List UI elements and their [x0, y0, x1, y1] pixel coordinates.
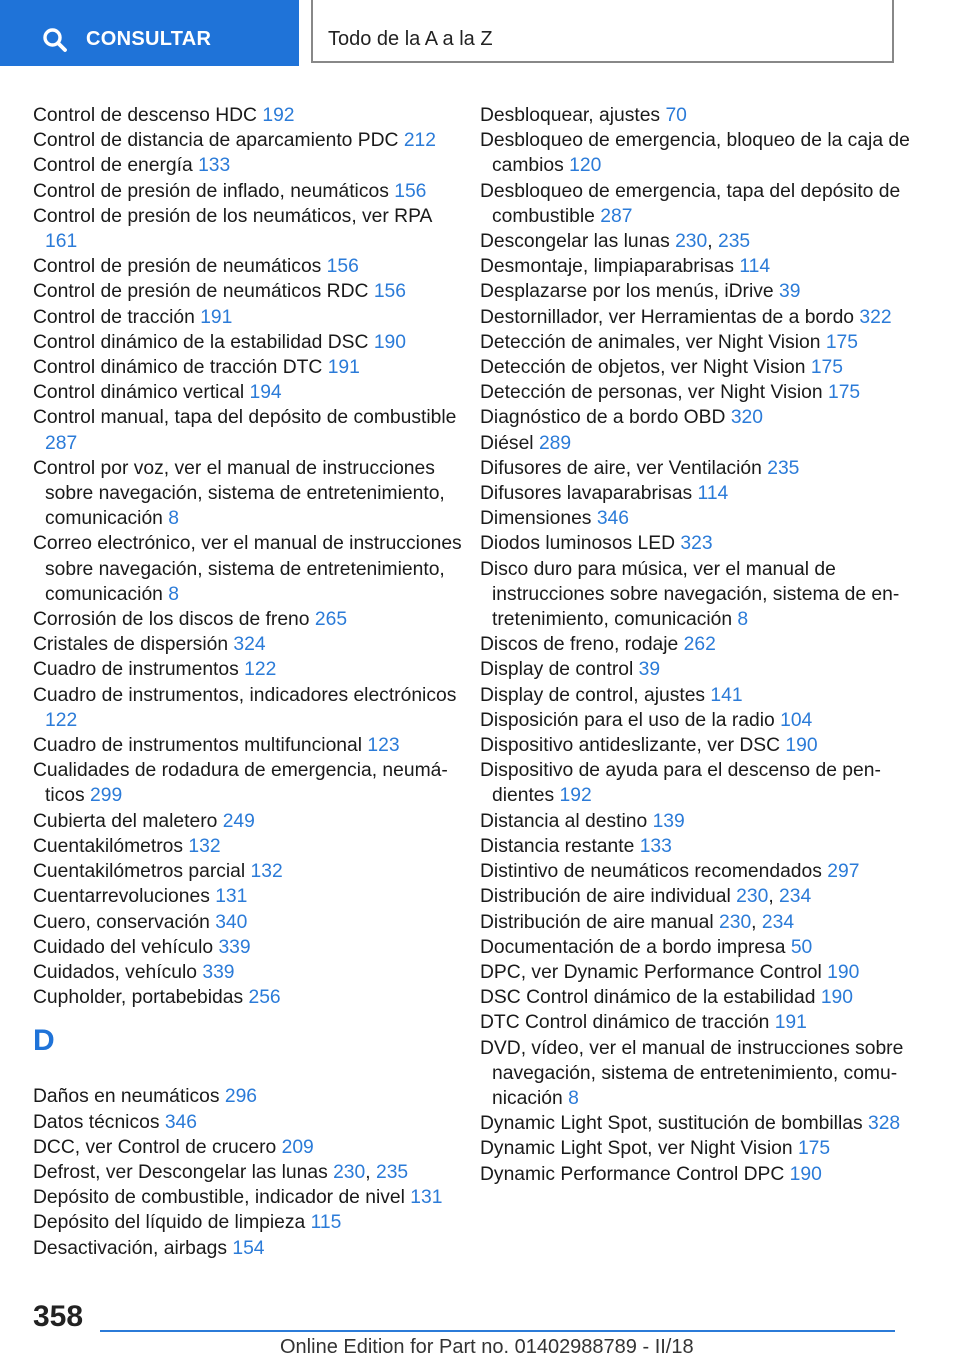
page-reference-link[interactable]: 235 — [767, 457, 800, 479]
index-entry-text: Diagnóstico de a bordo OBD — [480, 407, 731, 429]
index-entry — [33, 204, 463, 254]
index-entry — [33, 330, 463, 355]
index-entry-text: DVD, vídeo, ver el manual de instrucciones sobre navegación, sistema de entretenimiento, comunicación — [480, 1037, 904, 1109]
index-entry — [33, 380, 463, 405]
page-reference-link[interactable]: 209 — [281, 1136, 314, 1158]
index-entry — [480, 733, 910, 758]
consultar-label: CONSULTAR — [86, 28, 212, 50]
index-entry-text: Cubierta del maletero — [33, 810, 223, 832]
page-reference-link[interactable]: 122 — [45, 709, 78, 731]
index-entry-text: Destornillador, ver Herramientas de a bordo — [480, 306, 860, 328]
index-entry-text: Control de presión de neumáticos RDC — [33, 281, 374, 303]
page-separator: , — [751, 911, 762, 933]
index-entry-text: Descongelar las lunas — [480, 231, 676, 253]
index-entry — [33, 884, 463, 909]
index-entry — [480, 405, 910, 430]
index-entry — [480, 481, 910, 506]
index-entry-text: Distribución de aire individual — [480, 886, 737, 908]
page-reference-link[interactable]: 235 — [717, 231, 751, 253]
index-entry-text: Control de energía — [33, 155, 199, 177]
index-entry — [33, 305, 463, 330]
index-entry-text: Cualidades de rodadura de emergencia, neumáticos — [33, 760, 448, 807]
index-entry — [480, 279, 910, 304]
index-entry-text: Cupholder, portabebidas — [33, 987, 249, 1009]
index-entry — [33, 1110, 463, 1135]
index-entry — [33, 910, 463, 935]
index-entry-text: Control de presión de inflado, neumáticos — [33, 180, 395, 202]
page-reference-link[interactable]: 191 — [774, 1012, 807, 1034]
page-number: 358 — [33, 1300, 84, 1333]
index-entry — [480, 128, 910, 178]
page-reference-link[interactable]: 194 — [249, 382, 282, 404]
index-entry-text: Defrost, ver Descongelar las lunas — [33, 1161, 334, 1183]
index-entry — [480, 103, 910, 128]
index-entry — [480, 758, 910, 808]
index-entry-text: DSC Control dinámico de la estabilidad — [480, 987, 821, 1009]
page-reference-link[interactable]: 50 — [790, 936, 813, 958]
page-reference-link[interactable]: 132 — [188, 835, 221, 857]
right-entry-list — [480, 103, 910, 1187]
page-reference-link[interactable]: 132 — [250, 861, 283, 883]
index-entry-text: Cuidados, vehículo — [33, 961, 203, 983]
index-entry — [480, 935, 910, 960]
index-entry — [33, 758, 463, 808]
page-reference-link[interactable]: 212 — [403, 130, 436, 152]
index-entry-text: Dynamic Light Spot, sustitución de bombillas — [480, 1113, 868, 1135]
search-icon — [42, 27, 68, 53]
index-entry — [33, 1185, 463, 1210]
index-entry — [480, 1036, 910, 1112]
index-entry — [480, 229, 910, 254]
page-reference-link[interactable]: 70 — [665, 105, 687, 126]
page-reference-link[interactable]: 192 — [262, 105, 295, 126]
page-reference-link[interactable]: 8 — [168, 508, 179, 530]
index-entry-text: Control de tracción — [33, 306, 201, 328]
index-entry-text: Corrosión de los discos de freno — [33, 609, 315, 631]
index-entry-text: Dynamic Performance Control DPC — [480, 1163, 790, 1185]
index-entry-text: Distancia al destino — [480, 810, 653, 832]
index-entry — [480, 179, 910, 229]
index-entry-text: Cuentakilómetros — [33, 835, 189, 857]
breadcrumb-box — [311, 0, 894, 63]
page-reference-link[interactable]: 234 — [779, 886, 812, 908]
index-entry-text: Dispositivo antideslizante, ver DSC — [480, 735, 786, 757]
index-entry-text: Detección de animales, ver Night Vision — [480, 331, 826, 353]
index-entry — [33, 1236, 463, 1261]
index-entry — [480, 884, 910, 909]
index-entry — [33, 859, 463, 884]
index-entry-text: Control dinámico de la estabilidad DSC — [33, 331, 374, 353]
page-reference-link[interactable]: 339 — [202, 961, 235, 983]
page-reference-link[interactable]: 322 — [859, 306, 892, 328]
index-entry — [480, 1111, 910, 1136]
page-reference-link[interactable]: 114 — [739, 256, 771, 278]
page-reference-link[interactable]: 299 — [90, 785, 123, 807]
index-entry-text: Desactivación, airbags — [33, 1237, 233, 1259]
breadcrumb: Todo de la A a la Z — [328, 28, 493, 50]
index-entry-text: Desbloquear, ajustes — [480, 105, 666, 126]
index-entry-text: Cuidado del vehículo — [33, 936, 219, 958]
page-reference-link[interactable]: 192 — [559, 785, 592, 807]
index-entry — [33, 355, 463, 380]
index-entry-text: Disposición para el uso de la radio — [480, 709, 781, 731]
page-reference-link[interactable]: 256 — [248, 987, 281, 1009]
index-entry — [33, 128, 463, 153]
page-reference-link[interactable]: 131 — [215, 886, 248, 908]
index-entry — [480, 557, 910, 633]
index-entry — [480, 456, 910, 481]
index-entry-text: Desbloqueo de emergencia, bloqueo de la caja de cambios — [480, 130, 910, 177]
index-entry-text: Depósito de combustible, indicador de nivel — [33, 1187, 411, 1209]
footer-divider — [100, 1330, 895, 1332]
page-separator: , — [365, 1161, 376, 1183]
page-reference-link[interactable]: 235 — [375, 1161, 409, 1183]
index-entry-text: Distancia restante — [480, 835, 640, 857]
page-reference-link[interactable]: 234 — [761, 911, 795, 933]
index-entry — [480, 531, 910, 556]
index-entry-text: Cuentarrevoluciones — [33, 886, 216, 908]
page-reference-link[interactable]: 340 — [215, 911, 248, 933]
page-reference-link[interactable]: 328 — [867, 1113, 901, 1135]
index-entry-text: Dispositivo de ayuda para el descenso de pendientes — [480, 760, 881, 807]
page-reference-link[interactable]: 175 — [827, 382, 861, 404]
page-reference-link[interactable]: 123 — [367, 735, 400, 757]
index-entry — [480, 355, 910, 380]
index-entry — [33, 103, 463, 128]
index-entry — [33, 1210, 463, 1235]
page-reference-link[interactable]: 120 — [569, 155, 602, 177]
index-entry-text: Display de control, ajustes — [480, 684, 711, 706]
index-entry-text: Detección de personas, ver Night Vision — [480, 382, 828, 404]
index-entry — [480, 1010, 910, 1035]
index-entry — [480, 708, 910, 733]
page-reference-link[interactable]: 8 — [568, 1087, 579, 1109]
page-reference-link[interactable]: 346 — [164, 1111, 197, 1133]
page-reference-link[interactable]: 175 — [810, 357, 843, 379]
page-reference-link[interactable]: 230 — [675, 231, 708, 253]
index-entry — [480, 834, 910, 859]
index-entry-text: Control de descenso HDC — [33, 105, 263, 126]
index-entry — [33, 607, 463, 632]
index-entry — [33, 935, 463, 960]
index-entry-text: Distribución de aire manual — [480, 911, 719, 933]
page-reference-link[interactable]: 287 — [600, 205, 633, 227]
index-entry-text: Daños en neumáticos — [33, 1086, 225, 1108]
index-entry-text: Desbloqueo de emergencia, tapa del depósito de combustible — [480, 180, 901, 227]
index-entry-text: Difusores lavaparabrisas — [480, 483, 698, 505]
index-entry — [33, 733, 463, 758]
index-entry-text: Disco duro para música, ver el manual de instrucciones sobre navegación, sistema de entretenimiento, comunicación — [480, 558, 900, 631]
left-entry-list — [33, 103, 463, 1010]
index-entry-text: Detección de objetos, ver Night Vision — [480, 357, 811, 379]
index-entry-text: Control manual, tapa del depósito de combustible — [33, 407, 457, 429]
footer-edition-text: Online Edition for Part no. 01402988789 - II/18 — [280, 1336, 694, 1358]
page-reference-link[interactable]: 230 — [719, 911, 752, 933]
index-entry-text: Control de distancia de aparcamiento PDC — [33, 130, 404, 152]
index-entry-text: Difusores de aire, ver Ventilación — [480, 457, 768, 479]
index-entry-text: Documentación de a bordo impresa — [480, 936, 791, 958]
index-entry — [480, 305, 910, 330]
page-reference-link[interactable]: 104 — [780, 709, 813, 731]
index-entry — [33, 632, 463, 657]
index-entry-text: Control dinámico de tracción DTC — [33, 357, 328, 379]
index-entry — [33, 254, 463, 279]
left-d-entry-list — [33, 1084, 463, 1260]
page-reference-link[interactable]: 296 — [224, 1086, 258, 1108]
index-entry-text: Diésel — [480, 432, 539, 454]
page-reference-link[interactable]: 39 — [778, 281, 801, 303]
page-reference-link[interactable]: 133 — [639, 835, 672, 857]
index-entry — [33, 683, 463, 733]
page-separator: , — [768, 886, 780, 908]
page-reference-link[interactable]: 131 — [410, 1187, 443, 1209]
index-entry — [33, 809, 463, 834]
index-entry — [33, 531, 463, 607]
index-entry — [480, 859, 910, 884]
page-reference-link[interactable]: 133 — [198, 155, 231, 177]
index-entry-text: Distintivo de neumáticos recomendados — [480, 861, 828, 883]
index-entry-text: Depósito del líquido de limpieza — [33, 1212, 311, 1234]
page-reference-link[interactable]: 8 — [737, 609, 749, 631]
page-reference-link[interactable]: 114 — [697, 483, 729, 505]
page-reference-link[interactable]: 324 — [233, 634, 266, 656]
index-column-left — [33, 103, 463, 1261]
page-reference-link[interactable]: 230 — [736, 886, 769, 908]
page-reference-link[interactable]: 190 — [820, 987, 853, 1009]
index-entry — [480, 657, 910, 682]
index-entry-text: Correo electrónico, ver el manual de instrucciones sobre navegación, sistema de entretenimiento, comunicación — [33, 533, 462, 605]
index-entry-text: Control por voz, ver el manual de instrucciones sobre navegación, sistema de entretenimiento, comunicación — [33, 457, 445, 530]
page-reference-link[interactable]: 175 — [797, 1138, 831, 1160]
index-entry-text: Display de control — [480, 659, 639, 681]
index-entry-text: Dimensiones — [480, 508, 597, 530]
index-entry-text: Desmontaje, limpiaparabrisas — [480, 256, 740, 278]
page-reference-link[interactable]: 265 — [314, 609, 348, 631]
page-reference-link[interactable]: 323 — [680, 533, 713, 555]
page-reference-link[interactable]: 230 — [333, 1161, 366, 1183]
page-reference-link[interactable]: 249 — [222, 810, 255, 832]
page-reference-link[interactable]: 161 — [45, 231, 78, 253]
index-entry-text: DPC, ver Dynamic Performance Control — [480, 961, 828, 983]
index-entry-text: Cuadro de instrumentos, indicadores electrónicos — [33, 684, 457, 706]
index-entry-text: DTC Control dinámico de tracción — [480, 1012, 775, 1034]
page-reference-link[interactable]: 115 — [310, 1212, 342, 1234]
page-reference-link[interactable]: 320 — [730, 407, 763, 429]
index-entry — [480, 910, 910, 935]
page-reference-link[interactable]: 190 — [373, 331, 406, 353]
index-entry-text: Cuadro de instrumentos — [33, 659, 245, 681]
index-entry-text: Cuadro de instrumentos multifuncional — [33, 735, 368, 757]
page-reference-link[interactable]: 297 — [827, 861, 860, 883]
index-entry — [33, 1160, 463, 1185]
index-entry-text: Control de presión de neumáticos — [33, 256, 327, 278]
index-entry-text: Discos de freno, rodaje — [480, 634, 684, 656]
index-entry — [33, 405, 463, 455]
index-entry-text: Desplazarse por los menús, iDrive — [480, 281, 779, 303]
index-entry-text: Dynamic Light Spot, ver Night Vision — [480, 1138, 798, 1160]
index-entry — [33, 153, 463, 178]
page-reference-link[interactable]: 156 — [394, 180, 427, 202]
page-reference-link[interactable]: 141 — [710, 684, 743, 706]
index-entry-text: Cuero, conservación — [33, 911, 216, 933]
index-entry — [480, 1136, 910, 1161]
page-reference-link[interactable]: 156 — [326, 256, 359, 278]
page-reference-link[interactable]: 39 — [638, 659, 661, 681]
index-entry — [480, 1162, 910, 1187]
index-entry-text: Cuentakilómetros parcial — [33, 861, 251, 883]
index-entry-text: Datos técnicos — [33, 1111, 165, 1133]
index-entry — [480, 380, 910, 405]
index-entry — [33, 960, 463, 985]
index-entry — [480, 632, 910, 657]
page-reference-link[interactable]: 191 — [327, 357, 360, 379]
index-entry-text: DCC, ver Control de crucero — [33, 1136, 282, 1158]
page-separator: , — [707, 231, 718, 253]
index-entry — [480, 330, 910, 355]
section-letter-d: D — [33, 1024, 55, 1058]
index-entry — [480, 254, 910, 279]
consultar-tab[interactable] — [0, 0, 299, 66]
page-reference-link[interactable]: 8 — [168, 583, 179, 605]
index-entry-text: Cristales de dispersión — [33, 634, 234, 656]
page-reference-link[interactable]: 339 — [218, 936, 251, 958]
index-entry — [33, 657, 463, 682]
index-entry-text: Control dinámico vertical — [33, 382, 250, 404]
page-reference-link[interactable]: 154 — [232, 1237, 265, 1259]
page-reference-link[interactable]: 191 — [200, 306, 233, 328]
page-reference-link[interactable]: 262 — [683, 634, 716, 656]
page-reference-link[interactable]: 287 — [45, 432, 78, 454]
page-reference-link[interactable]: 122 — [244, 659, 277, 681]
index-entry — [480, 431, 910, 456]
index-entry — [33, 834, 463, 859]
index-entry — [33, 179, 463, 204]
index-entry — [33, 1084, 463, 1109]
index-column-right — [480, 103, 910, 1187]
index-entry — [33, 456, 463, 532]
index-entry-text: Control de presión de los neumáticos, ver RPA — [33, 205, 432, 227]
page-reference-link[interactable]: 346 — [596, 508, 629, 530]
page-reference-link[interactable]: 156 — [373, 281, 406, 303]
page-reference-link[interactable]: 190 — [789, 1163, 822, 1185]
index-entry — [33, 1135, 463, 1160]
index-entry — [480, 985, 910, 1010]
index-entry — [480, 683, 910, 708]
page-reference-link[interactable]: 190 — [785, 735, 818, 757]
page-reference-link[interactable]: 289 — [538, 432, 572, 454]
page-reference-link[interactable]: 139 — [652, 810, 685, 832]
index-entry — [480, 506, 910, 531]
page-reference-link[interactable]: 190 — [827, 961, 860, 983]
page-reference-link[interactable]: 175 — [825, 331, 858, 353]
index-entry — [33, 985, 463, 1010]
index-entry-text: Diodos luminosos LED — [480, 533, 681, 555]
index-entry — [480, 960, 910, 985]
index-entry — [33, 279, 463, 304]
index-entry — [480, 809, 910, 834]
